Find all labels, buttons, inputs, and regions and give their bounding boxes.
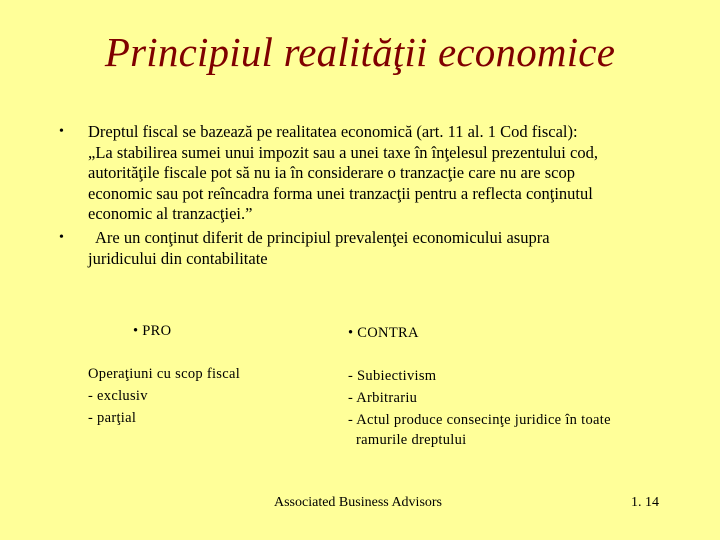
contra-item: - Subiectivism	[348, 368, 437, 384]
contra-item: - Actul produce consecinţe juridice în toate	[348, 412, 611, 428]
bullet-text-line: autorităţile fiscale pot să nu ia în considerare o tranzacţie care nu are scop	[88, 163, 575, 183]
bullet-icon: •	[59, 124, 64, 139]
bullet-text-line: juridicului din contabilitate	[88, 248, 268, 268]
pro-heading: • PRO	[133, 323, 172, 339]
bullet-text-line: economic sau pot reîncadra forma unei tranzacţii pentru a reflecta conţinutul	[88, 183, 593, 203]
contra-heading: • CONTRA	[348, 325, 419, 341]
pro-item: Operaţiuni cu scop fiscal	[88, 366, 241, 382]
pro-item: - exclusiv	[88, 388, 148, 404]
footer-company: Associated Business Advisors	[274, 495, 442, 510]
contra-column	[348, 322, 648, 450]
bullet-text-line: Dreptul fiscal se bazează pe realitatea economică (art. 11 al. 1 Cod fiscal):	[88, 122, 578, 141]
pro-column	[88, 320, 338, 429]
bullet-text-line: Are un conţinut diferit de principiul prevalenţei economicului asupra	[95, 227, 550, 247]
bullet-text-line: „La stabilirea sumei unui impozit sau a unei taxe în înţelesul prezentului cod,	[88, 142, 598, 162]
bullet-icon: •	[59, 229, 64, 245]
bullet-text-line: economic al tranzacţiei.”	[88, 204, 253, 224]
slide-title: Principiul realităţii economice	[104, 29, 616, 75]
bullet-item	[58, 122, 668, 225]
slide-number: 1. 14	[631, 495, 659, 510]
bullet-list	[58, 122, 668, 269]
bullet-item	[58, 228, 668, 269]
contra-item: ramurile dreptului	[356, 432, 467, 448]
pro-item: - parţial	[88, 410, 137, 426]
contra-item: - Arbitrariu	[348, 390, 418, 406]
